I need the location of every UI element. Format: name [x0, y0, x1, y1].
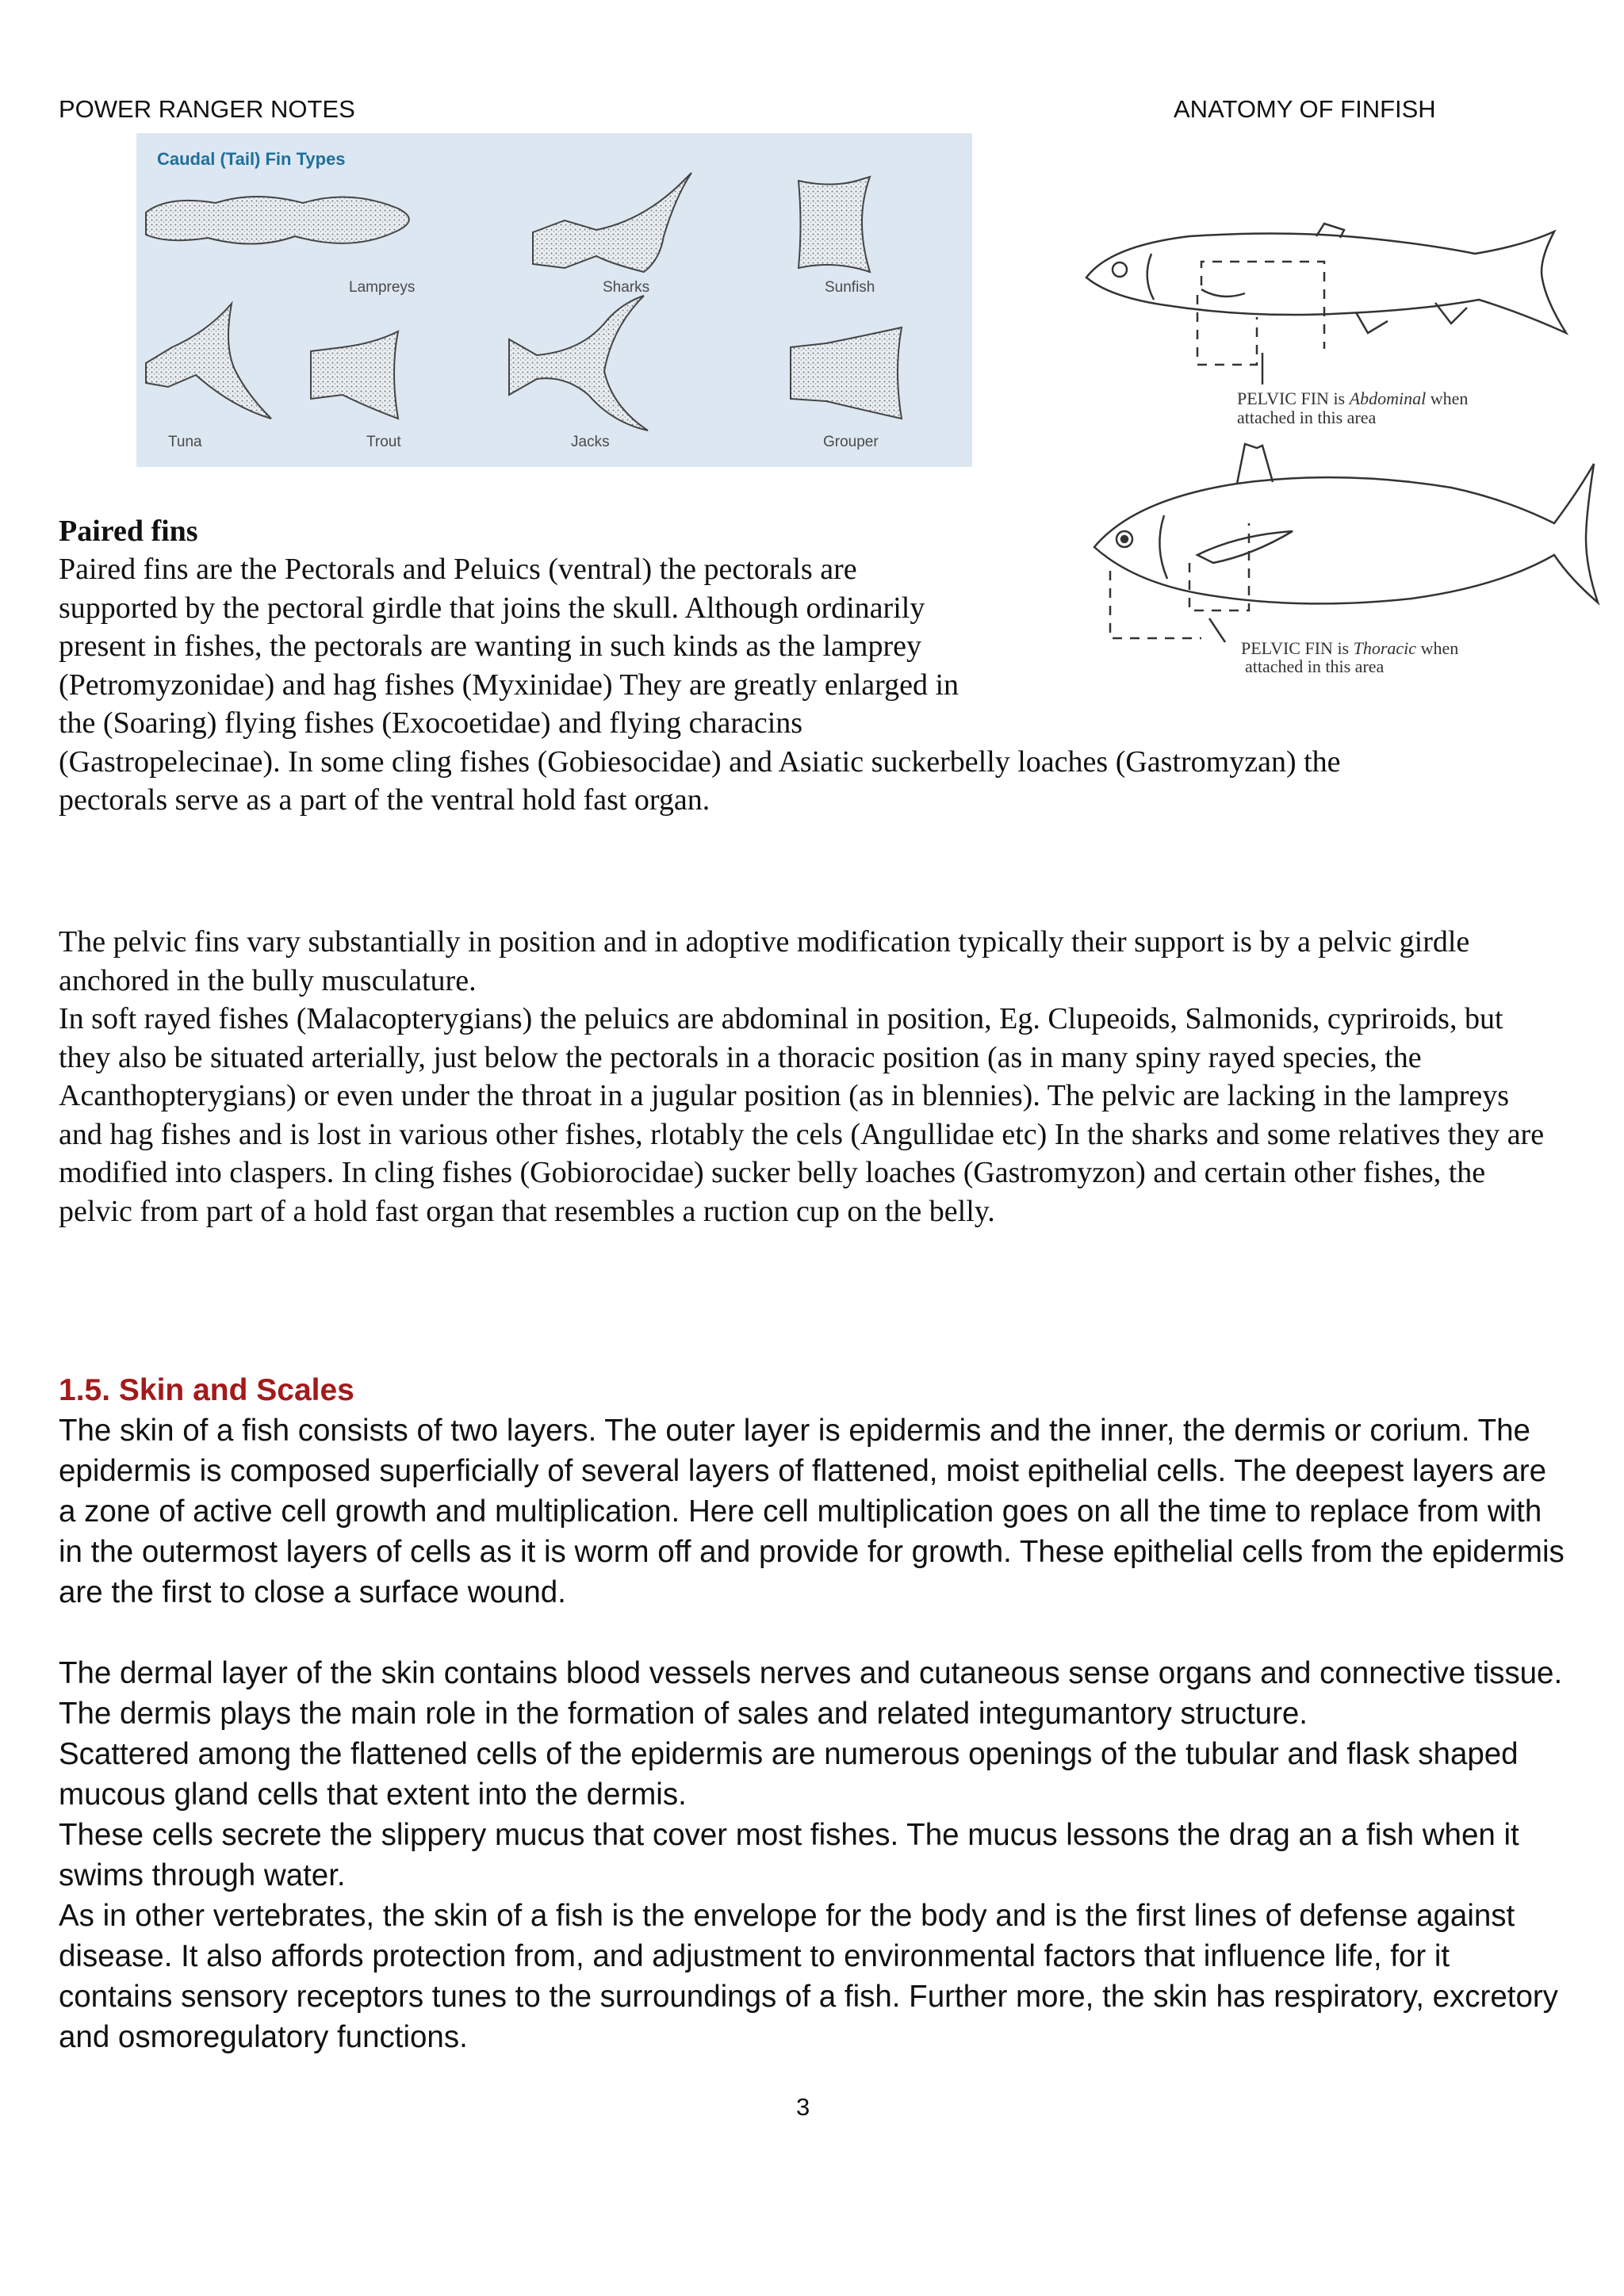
- header-right: ANATOMY OF FINFISH: [1174, 95, 1436, 123]
- label-sharks: Sharks: [603, 279, 650, 296]
- label-lampreys: Lampreys: [349, 279, 416, 296]
- label-grouper: Grouper: [823, 434, 879, 450]
- label-trout: Trout: [366, 434, 401, 450]
- page-number: 3: [796, 2093, 810, 2121]
- skin-paragraph-3: Scattered among the flattened cells of the epidermis are numerous openings of the tubular and flask shaped mucous gland cells that extent into the dermis.: [59, 1737, 1519, 1812]
- sunfish-tail-shape: [799, 177, 870, 272]
- abdominal-caption-line1: PELVIC FIN is Abdominal when: [1237, 388, 1469, 408]
- skin-paragraph-4: These cells secrete the slippery mucus that cover most fishes. The mucus lessons the drag an a fish when it swims through water.: [59, 1818, 1519, 1892]
- abdominal-caption-line2: attached in this area: [1237, 408, 1377, 427]
- skin-paragraph-5: As in other vertebrates, the skin of a fish is the envelope for the body and is the first lines of defense against disease. It also affords protection from, and adjustment to environmental factors that influence life, for it contains sensory receptors tunes to the surroundings of a fish. Further more, the skin has respiratory, excretory and osmoregulatory functions.: [59, 1899, 1558, 2054]
- label-sunfish: Sunfish: [825, 279, 875, 296]
- paired-fins-line: the (Soaring) flying fishes (Exocoetidae) and flying characins: [59, 706, 803, 740]
- paired-fins-line: pectorals serve as a part of the ventral hold fast organ.: [59, 783, 710, 817]
- abdominal-fish-drawing: [1086, 224, 1566, 385]
- abdominal-dashed-box: [1197, 295, 1257, 365]
- skin-paragraph-2: The dermal layer of the skin contains blood vessels nerves and cutaneous sense organs and connective tissue. The dermis plays the main role in the formation of sales and related integumantory structure.: [59, 1656, 1563, 1731]
- pelvic-fins-text: [59, 923, 1549, 1230]
- label-jacks: Jacks: [571, 434, 610, 450]
- pelvic-paragraph-2: In soft rayed fishes (Malacopterygians) the peluics are abdominal in position, Eg. Clupeoids, Salmonids, cypriroids, but they also be situated arterially, just below the pectorals in a thoracic position (as in many spiny rayed species, the Acanthopterygians) or even under the throat in a jugular position (as in blennies). The pelvic are lacking in the lampreys and hag fishes and is lost in various other fishes, rlotably the cels (Angullidae etc) In the sharks and some relatives they are modified into claspers. In cling fishes (Gobiorocidae) sucker belly loaches (Gastromyzon) and certain other fishes, the pelvic from part of a hold fast organ that resembles a ruction cup on the belly.: [59, 1002, 1545, 1228]
- label-tuna: Tuna: [168, 434, 202, 450]
- skin-section-body: [59, 1410, 1565, 2057]
- paired-fins-line: present in fishes, the pectorals are wanting in such kinds as the lamprey: [59, 629, 921, 663]
- paired-fins-line: (Gastropelecinae). In some cling fishes (Gobiesocidae) and Asiatic suckerbelly loaches (Gastromyzan) the: [59, 744, 1341, 779]
- paired-fins-paragraph: [59, 550, 1565, 820]
- paired-fins-line: (Petromyzonidae) and hag fishes (Myxinidae) They are greatly enlarged in: [59, 668, 959, 702]
- pelvic-paragraph-1: The pelvic fins vary substantially in position and in adoptive modification typically their support is by a pelvic girdle anchored in the bully musculature.: [59, 925, 1470, 997]
- thoracic-caption-line1: PELVIC FIN is Thoracic when: [1241, 638, 1459, 658]
- header-left: POWER RANGER NOTES: [59, 95, 355, 123]
- paired-fins-heading: Paired fins: [59, 515, 198, 548]
- caudal-fin-figure: [136, 133, 972, 467]
- paired-fins-line: supported by the pectoral girdle that joins the skull. Although ordinarily: [59, 591, 925, 625]
- section-title-skin-scales: 1.5. Skin and Scales: [59, 1373, 354, 1407]
- thoracic-caption-line2: attached in this area: [1245, 656, 1385, 676]
- lamprey-tail-shape: [146, 197, 409, 244]
- paired-fins-line: Paired fins are the Pectorals and Peluics (ventral) the pectorals are: [59, 553, 857, 586]
- caudal-figure-title: Caudal (Tail) Fin Types: [157, 149, 346, 169]
- skin-paragraph-1: The skin of a fish consists of two layers. The outer layer is epidermis and the inner, the dermis or corium. The epidermis is composed superficially of several layers of flattened, moist epithelial cells. The deepest layers are a zone of active cell growth and multiplication. Here cell multiplication goes on all the time to replace from with in the outermost layers of cells as it is worm off and provide for growth. These epithelial cells from the epidermis are the first to close a surface wound.: [59, 1414, 1565, 1609]
